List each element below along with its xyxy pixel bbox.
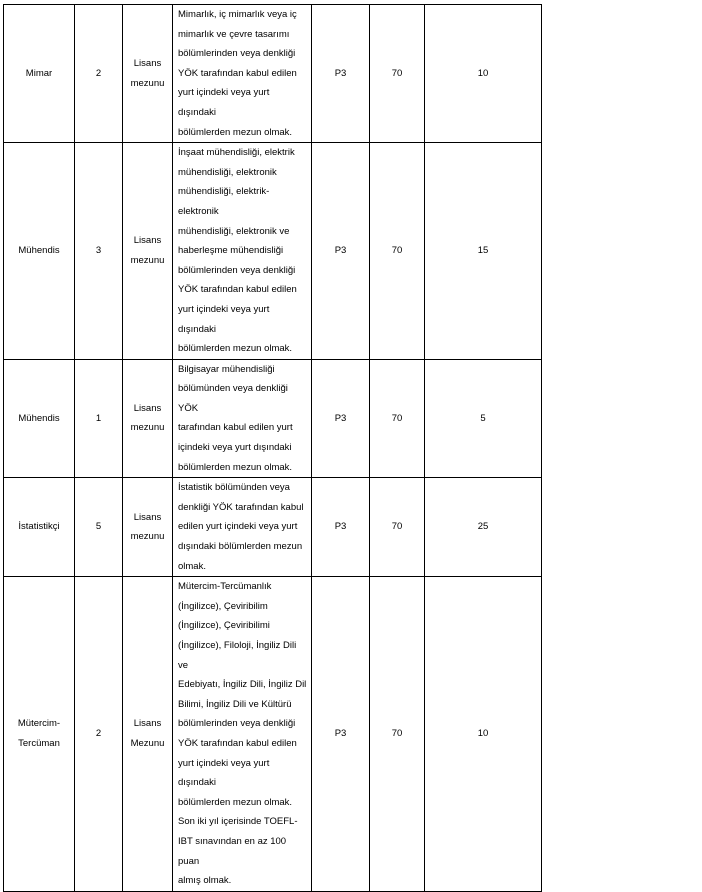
position-title-line: Mütercim-	[17, 718, 61, 730]
requirement-text-line: bölümlerinden veya denkliği	[178, 264, 296, 276]
position-count: 2	[75, 577, 123, 892]
kpss-score-type: P3	[312, 359, 370, 478]
requirement-text-line: denkliği YÖK tarafından kabul	[178, 501, 304, 513]
requirement-text-line: bölümlerden mezun olmak.	[178, 796, 293, 808]
requirement-text-line: Bilgisayar mühendisliği	[178, 363, 275, 375]
education-level-line: Lisans	[133, 718, 162, 730]
position-title: İstatistikçi	[4, 478, 75, 577]
requirement-text-line: Mimarlık, iç mimarlık veya iç	[178, 9, 297, 20]
education-level	[123, 143, 173, 360]
column-7-value: 25	[425, 478, 542, 577]
requirement-text	[173, 577, 312, 892]
table-row	[4, 5, 542, 143]
requirement-text-line: mühendisliği, elektrik-elektronik	[178, 186, 270, 217]
position-title: Mühendis	[4, 143, 75, 360]
requirement-text	[173, 359, 312, 478]
requirement-text-line: mühendisliği, elektronik	[178, 166, 277, 178]
kpss-score-type: P3	[312, 577, 370, 892]
column-7-value: 10	[425, 577, 542, 892]
requirement-text-line: almış olmak.	[178, 875, 232, 887]
requirement-text-line: yurt içindeki veya yurt dışındaki	[178, 303, 270, 335]
education-level	[123, 577, 173, 892]
column-7-value: 10	[425, 5, 542, 143]
requirement-text-line: bölümlerden mezun olmak.	[178, 461, 293, 473]
position-title: Mimar	[4, 5, 75, 143]
minimum-score: 70	[370, 478, 425, 577]
requirement-text-line: bölümünden veya denkliği YÖK	[178, 383, 288, 414]
position-title	[4, 577, 75, 892]
requirement-text-line: haberleşme mühendisliği	[178, 245, 284, 257]
requirement-text-line: İstatistik bölümünden veya	[178, 482, 290, 494]
table-row	[4, 478, 542, 577]
requirement-text-line: bölümlerinden veya denkliği	[178, 718, 296, 730]
position-count: 5	[75, 478, 123, 577]
requirement-text-line: (İngilizce), Çeviribilimi	[178, 620, 270, 632]
requirement-text-line: Mütercim-Tercümanlık	[178, 581, 272, 593]
education-level-line: mezunu	[130, 422, 165, 434]
requirement-text-line: Son iki yıl içerisinde TOEFL-	[178, 816, 298, 828]
education-level-line: Lisans	[133, 402, 162, 414]
requirement-text-line: YÖK tarafından kabul edilen	[178, 67, 297, 79]
education-level	[123, 5, 173, 143]
requirement-text	[173, 5, 312, 143]
requirement-text-line: bölümlerden mezun olmak.	[178, 343, 293, 355]
education-level-line: mezunu	[130, 254, 165, 266]
position-title: Mühendis	[4, 359, 75, 478]
requirement-text	[173, 143, 312, 360]
requirement-text-line: içindeki veya yurt dışındaki	[178, 442, 292, 454]
education-level	[123, 359, 173, 478]
requirement-text-line: mimarlık ve çevre tasarımı	[178, 28, 290, 40]
table-row	[4, 577, 542, 892]
requirement-text-line: dışındaki bölümlerden mezun	[178, 541, 303, 553]
position-title-line: Tercüman	[18, 737, 60, 749]
requirement-text-line: bölümlerinden veya denkliği	[178, 48, 296, 60]
education-level-line: Lisans	[133, 57, 162, 69]
position-count: 3	[75, 143, 123, 360]
education-level-line: mezunu	[130, 77, 165, 89]
requirement-text-line: Edebiyatı, İngiliz Dili, İngiliz Dil	[178, 679, 307, 691]
minimum-score: 70	[370, 143, 425, 360]
requirement-text-line: yurt içindeki veya yurt dışındaki	[178, 87, 270, 118]
education-level-line: Mezunu	[130, 737, 165, 749]
kpss-score-type: P3	[312, 478, 370, 577]
requirement-text-line: edilen yurt içindeki veya yurt	[178, 521, 298, 533]
education-level	[123, 478, 173, 577]
education-level-line: Lisans	[133, 235, 162, 247]
minimum-score: 70	[370, 359, 425, 478]
minimum-score: 70	[370, 577, 425, 892]
requirement-text-line: yurt içindeki veya yurt dışındaki	[178, 757, 270, 789]
requirement-text-line: IBT sınavından en az 100 puan	[178, 835, 287, 867]
education-level-line: mezunu	[130, 531, 165, 543]
position-count: 2	[75, 5, 123, 143]
column-7-value: 15	[425, 143, 542, 360]
requirement-text-line: YÖK tarafından kabul edilen	[178, 737, 297, 749]
requirement-text-line: mühendisliği, elektronik ve	[178, 225, 290, 237]
position-count: 1	[75, 359, 123, 478]
positions-table	[3, 4, 542, 892]
education-level-line: Lisans	[133, 511, 162, 523]
requirement-text-line: (İngilizce), Çeviribilim	[178, 600, 268, 612]
requirement-text-line: YÖK tarafından kabul edilen	[178, 284, 297, 296]
requirement-text-line: olmak.	[178, 560, 206, 572]
column-7-value: 5	[425, 359, 542, 478]
kpss-score-type: P3	[312, 5, 370, 143]
table-row	[4, 143, 542, 360]
table-row	[4, 359, 542, 478]
requirement-text	[173, 478, 312, 577]
requirement-text-line: Bilimi, İngiliz Dili ve Kültürü	[178, 698, 292, 710]
requirement-text-line: bölümlerden mezun olmak.	[178, 126, 293, 138]
requirement-text-line: tarafından kabul edilen yurt	[178, 422, 293, 434]
kpss-score-type: P3	[312, 143, 370, 360]
minimum-score: 70	[370, 5, 425, 143]
requirement-text-line: İnşaat mühendisliği, elektrik	[178, 147, 295, 159]
requirement-text-line: (İngilizce), Filoloji, İngiliz Dili ve	[178, 640, 297, 671]
